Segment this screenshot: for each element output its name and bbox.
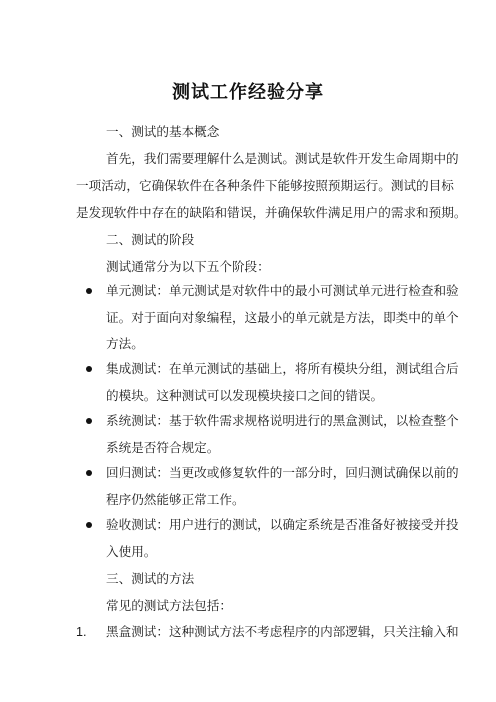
list-number: 1.	[76, 625, 87, 639]
section-heading-2: 二、测试的阶段	[106, 232, 195, 247]
bullet-icon	[86, 418, 92, 424]
list-item-line: 方法。	[106, 336, 144, 351]
section-heading-3: 三、测试的方法	[106, 571, 195, 586]
list-item-line: 黑盒测试：这种测试方法不考虑程序的内部逻辑，只关注输入和	[106, 624, 459, 639]
list-item-line: 入使用。	[106, 544, 157, 559]
section-intro: 测试通常分为以下五个阶段：	[106, 259, 270, 274]
list-item-line: 证。对于面向对象编程，这最小的单元就是方法，即类中的单个	[106, 310, 459, 325]
paragraph-line: 是发现软件中存在的缺陷和错误，并确保软件满足用户的需求和预期。	[76, 205, 467, 220]
bullet-icon	[86, 470, 92, 476]
paragraph-line: 一项活动，它确保软件在各种条件下能够按照预期运行。测试的目标	[76, 178, 454, 193]
section-heading-1: 一、测试的基本概念	[106, 124, 220, 139]
list-item-line: 系统测试：基于软件需求规格说明进行的黑盒测试，以检查整个	[106, 413, 459, 428]
list-item-line: 单元测试：单元测试是对软件中的最小可测试单元进行检查和验	[106, 283, 459, 298]
list-item-line: 程序仍然能够正常工作。	[106, 492, 245, 507]
list-item-line: 系统是否符合规定。	[106, 440, 220, 455]
list-item-line: 的模块。这种测试可以发现模块接口之间的错误。	[106, 388, 384, 403]
bullet-icon	[86, 288, 92, 294]
paragraph-line: 首先，我们需要理解什么是测试。测试是软件开发生命周期中的	[106, 151, 459, 166]
list-item-line: 集成测试：在单元测试的基础上，将所有模块分组，测试组合后	[106, 361, 459, 376]
document-title: 测试工作经验分享	[172, 82, 324, 103]
section-intro: 常见的测试方法包括：	[106, 598, 232, 613]
list-item-line: 回归测试：当更改或修复软件的一部分时，回归测试确保以前的	[106, 465, 459, 480]
bullet-icon	[86, 366, 92, 372]
bullet-icon	[86, 522, 92, 528]
list-item-line: 验收测试：用户进行的测试，以确定系统是否准备好被接受并投	[106, 517, 459, 532]
